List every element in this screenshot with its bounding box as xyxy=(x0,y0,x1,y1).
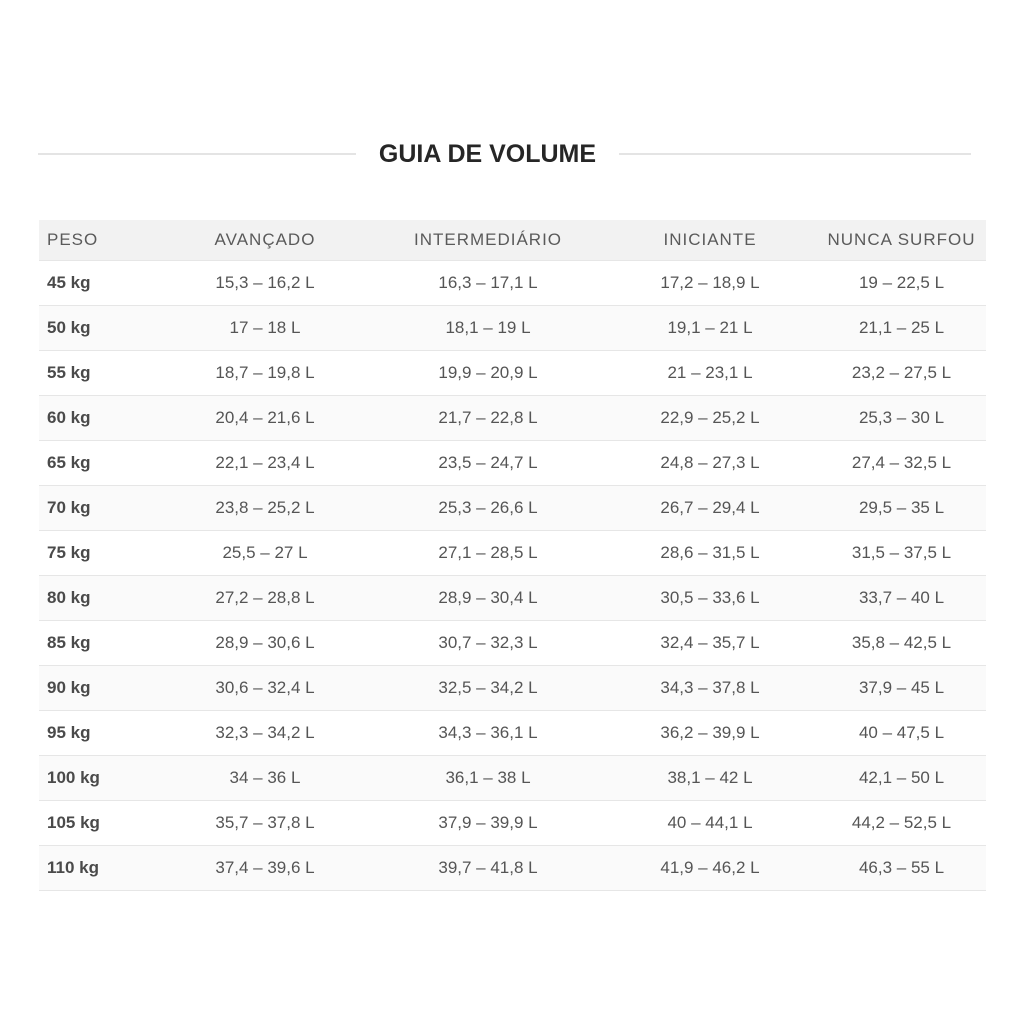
intermediario-cell: 32,5 – 34,2 L xyxy=(373,666,603,711)
avancado-cell: 37,4 – 39,6 L xyxy=(157,846,373,891)
header-iniciante: INICIANTE xyxy=(603,220,817,261)
iniciante-cell: 41,9 – 46,2 L xyxy=(603,846,817,891)
peso-cell: 75 kg xyxy=(39,531,157,576)
peso-cell: 45 kg xyxy=(39,261,157,306)
intermediario-cell: 39,7 – 41,8 L xyxy=(373,846,603,891)
table-row xyxy=(39,576,986,621)
table-header xyxy=(39,220,986,261)
avancado-cell: 27,2 – 28,8 L xyxy=(157,576,373,621)
nunca-surfou-cell: 46,3 – 55 L xyxy=(817,846,986,891)
iniciante-cell: 32,4 – 35,7 L xyxy=(603,621,817,666)
peso-cell: 50 kg xyxy=(39,306,157,351)
table-header-row xyxy=(39,220,986,261)
table-row xyxy=(39,846,986,891)
table-row xyxy=(39,531,986,576)
avancado-cell: 20,4 – 21,6 L xyxy=(157,396,373,441)
peso-cell: 70 kg xyxy=(39,486,157,531)
volume-guide-table xyxy=(39,220,986,891)
nunca-surfou-cell: 23,2 – 27,5 L xyxy=(817,351,986,396)
nunca-surfou-cell: 31,5 – 37,5 L xyxy=(817,531,986,576)
header-avancado: AVANÇADO xyxy=(157,220,373,261)
peso-cell: 90 kg xyxy=(39,666,157,711)
avancado-cell: 23,8 – 25,2 L xyxy=(157,486,373,531)
iniciante-cell: 34,3 – 37,8 L xyxy=(603,666,817,711)
table-row xyxy=(39,486,986,531)
avancado-cell: 18,7 – 19,8 L xyxy=(157,351,373,396)
intermediario-cell: 30,7 – 32,3 L xyxy=(373,621,603,666)
intermediario-cell: 16,3 – 17,1 L xyxy=(373,261,603,306)
peso-cell: 95 kg xyxy=(39,711,157,756)
nunca-surfou-cell: 33,7 – 40 L xyxy=(817,576,986,621)
table-row xyxy=(39,666,986,711)
intermediario-cell: 27,1 – 28,5 L xyxy=(373,531,603,576)
peso-cell: 85 kg xyxy=(39,621,157,666)
avancado-cell: 32,3 – 34,2 L xyxy=(157,711,373,756)
table-row xyxy=(39,711,986,756)
page-title: GUIA DE VOLUME xyxy=(378,140,597,168)
table-row xyxy=(39,261,986,306)
peso-cell: 105 kg xyxy=(39,801,157,846)
iniciante-cell: 26,7 – 29,4 L xyxy=(603,486,817,531)
peso-cell: 60 kg xyxy=(39,396,157,441)
peso-cell: 80 kg xyxy=(39,576,157,621)
nunca-surfou-cell: 44,2 – 52,5 L xyxy=(817,801,986,846)
intermediario-cell: 37,9 – 39,9 L xyxy=(373,801,603,846)
iniciante-cell: 40 – 44,1 L xyxy=(603,801,817,846)
volume-table-container xyxy=(39,220,986,891)
header-nunca-surfou: NUNCA SURFOU xyxy=(817,220,986,261)
nunca-surfou-cell: 29,5 – 35 L xyxy=(817,486,986,531)
peso-cell: 55 kg xyxy=(39,351,157,396)
table-row xyxy=(39,801,986,846)
nunca-surfou-cell: 35,8 – 42,5 L xyxy=(817,621,986,666)
table-row xyxy=(39,396,986,441)
peso-cell: 65 kg xyxy=(39,441,157,486)
iniciante-cell: 24,8 – 27,3 L xyxy=(603,441,817,486)
avancado-cell: 30,6 – 32,4 L xyxy=(157,666,373,711)
nunca-surfou-cell: 19 – 22,5 L xyxy=(817,261,986,306)
avancado-cell: 22,1 – 23,4 L xyxy=(157,441,373,486)
intermediario-cell: 23,5 – 24,7 L xyxy=(373,441,603,486)
peso-cell: 110 kg xyxy=(39,846,157,891)
header-intermediario: INTERMEDIÁRIO xyxy=(373,220,603,261)
title-divider-right xyxy=(619,153,971,155)
intermediario-cell: 34,3 – 36,1 L xyxy=(373,711,603,756)
avancado-cell: 17 – 18 L xyxy=(157,306,373,351)
table-body xyxy=(39,261,986,891)
iniciante-cell: 19,1 – 21 L xyxy=(603,306,817,351)
iniciante-cell: 17,2 – 18,9 L xyxy=(603,261,817,306)
nunca-surfou-cell: 27,4 – 32,5 L xyxy=(817,441,986,486)
nunca-surfou-cell: 21,1 – 25 L xyxy=(817,306,986,351)
avancado-cell: 35,7 – 37,8 L xyxy=(157,801,373,846)
avancado-cell: 15,3 – 16,2 L xyxy=(157,261,373,306)
intermediario-cell: 28,9 – 30,4 L xyxy=(373,576,603,621)
iniciante-cell: 21 – 23,1 L xyxy=(603,351,817,396)
iniciante-cell: 30,5 – 33,6 L xyxy=(603,576,817,621)
table-row xyxy=(39,756,986,801)
avancado-cell: 34 – 36 L xyxy=(157,756,373,801)
title-row xyxy=(38,136,971,172)
iniciante-cell: 22,9 – 25,2 L xyxy=(603,396,817,441)
title-divider-left xyxy=(38,153,356,155)
iniciante-cell: 28,6 – 31,5 L xyxy=(603,531,817,576)
avancado-cell: 25,5 – 27 L xyxy=(157,531,373,576)
table-row xyxy=(39,441,986,486)
nunca-surfou-cell: 42,1 – 50 L xyxy=(817,756,986,801)
intermediario-cell: 36,1 – 38 L xyxy=(373,756,603,801)
avancado-cell: 28,9 – 30,6 L xyxy=(157,621,373,666)
intermediario-cell: 25,3 – 26,6 L xyxy=(373,486,603,531)
nunca-surfou-cell: 37,9 – 45 L xyxy=(817,666,986,711)
iniciante-cell: 36,2 – 39,9 L xyxy=(603,711,817,756)
table-row xyxy=(39,351,986,396)
intermediario-cell: 18,1 – 19 L xyxy=(373,306,603,351)
peso-cell: 100 kg xyxy=(39,756,157,801)
table-row xyxy=(39,621,986,666)
nunca-surfou-cell: 25,3 – 30 L xyxy=(817,396,986,441)
table-row xyxy=(39,306,986,351)
iniciante-cell: 38,1 – 42 L xyxy=(603,756,817,801)
intermediario-cell: 19,9 – 20,9 L xyxy=(373,351,603,396)
intermediario-cell: 21,7 – 22,8 L xyxy=(373,396,603,441)
nunca-surfou-cell: 40 – 47,5 L xyxy=(817,711,986,756)
header-peso: PESO xyxy=(39,220,157,261)
